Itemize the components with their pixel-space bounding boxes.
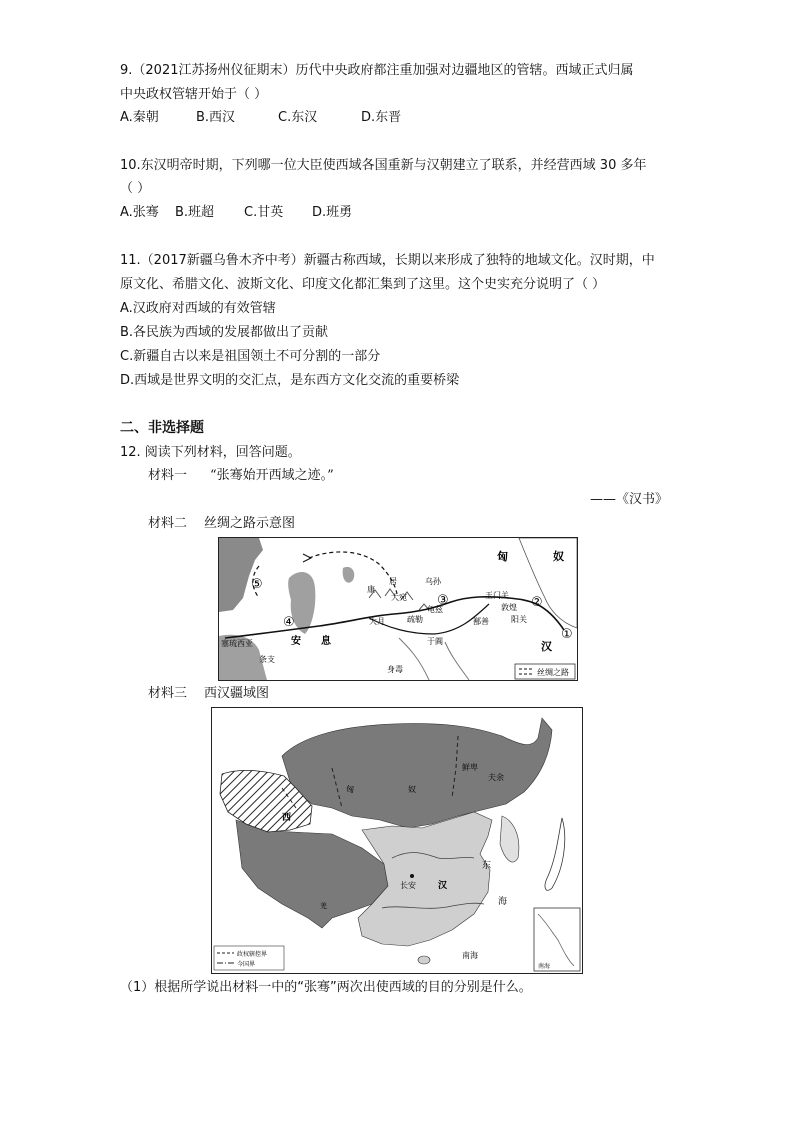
hainan-island — [418, 956, 430, 964]
marker-5: ⑤ — [251, 577, 263, 592]
western-han-map — [211, 707, 583, 974]
q10-option-a: A.张骞 — [120, 205, 159, 220]
q10-option-c: C.甘英 — [244, 205, 284, 220]
river-line — [399, 638, 429, 680]
label-shendu: 身毒 — [387, 665, 403, 674]
material1-source: ——《汉书》 — [590, 492, 669, 507]
label-xiongnu-1: 匈 — [346, 785, 354, 794]
label-dayue: 大月 — [369, 617, 385, 626]
label-han: 汉 — [541, 640, 552, 653]
label-xiyu: 西 — [282, 813, 292, 823]
material3-title: 西汉疆域图 — [204, 686, 270, 701]
q9-option-d: D.东晋 — [361, 110, 402, 125]
marker-2: ② — [531, 595, 543, 610]
label-tiaozhi: 条支 — [259, 655, 275, 664]
label-ju: 居 — [389, 577, 397, 586]
q12-subquestion-1: （1）根据所学说出材料一中的“张骞”两次出使西域的目的分别是什么。 — [120, 980, 532, 995]
marker-1: ① — [561, 627, 573, 642]
label-seleucia: 塞琉西亚 — [221, 639, 253, 648]
section-title: 二、非选择题 — [120, 420, 204, 436]
q9-line2: 中央政权管辖开始于（ ） — [120, 87, 268, 102]
label-xianbei: 鲜卑 — [462, 763, 478, 772]
east-coast-shape — [519, 538, 577, 628]
marker-4: ④ — [283, 615, 295, 630]
label-xiongnu-2: 奴 — [408, 785, 416, 794]
river-line-2 — [445, 642, 469, 680]
marker-3: ③ — [437, 593, 449, 608]
q11-option-b: B.各民族为西域的发展都做出了贡献 — [120, 325, 329, 340]
q10-option-d: D.班勇 — [312, 205, 353, 220]
material1-quote: “张骞始开西域之迹。” — [210, 468, 334, 483]
q9-option-b: B.西汉 — [196, 110, 236, 125]
label-dayuan: 大宛 — [391, 593, 407, 602]
q11-line2: 原文化、希腊文化、波斯文化、印度文化都汇集到了这里。这个史实充分说明了（ ） — [120, 277, 606, 292]
northwest-land-shape — [219, 538, 263, 612]
label-changan: 长安 — [400, 881, 416, 890]
q9-line1: 9.（2021江苏扬州仪征期末）历代中央政府都注重加强对边疆地区的管辖。西域正式归属 — [120, 63, 634, 78]
label-xiongnu-1: 匈 — [497, 550, 508, 563]
q10-line1: 10.东汉明帝时期，下列哪一位大臣使西域各国重新与汉朝建立了联系，并经营西域 30 多年 — [120, 158, 647, 173]
label-yutian: 于阗 — [427, 637, 443, 646]
material3-label: 材料三 — [148, 686, 188, 701]
label-yumenguan: 玉门关 — [485, 591, 509, 600]
silk-road-map — [218, 537, 578, 681]
label-fuyu: 夫余 — [488, 773, 504, 782]
q12-intro: 12. 阅读下列材料，回答问题。 — [120, 445, 301, 460]
label-dong: 东 — [482, 861, 492, 871]
aral-sea-shape — [343, 567, 355, 583]
q11-option-a: A.汉政府对西域的有效管辖 — [120, 301, 276, 316]
korean-peninsula — [500, 816, 519, 862]
legend-label-2: 今国界 — [237, 961, 256, 968]
label-anxi-2: 息 — [321, 636, 331, 647]
label-shanshan: 鄯善 — [473, 617, 489, 626]
label-shule: 疏勒 — [407, 615, 423, 624]
material2-title: 丝绸之路示意图 — [204, 516, 296, 531]
q9-option-a: A.秦朝 — [120, 110, 159, 125]
q9-option-c: C.东汉 — [278, 110, 318, 125]
label-hai: 海 — [498, 897, 508, 907]
legend-label-1: 政权辖控界 — [237, 951, 268, 958]
label-han: 汉 — [438, 881, 448, 891]
changan-dot — [410, 874, 414, 878]
label-nanhai: 南海 — [462, 951, 478, 960]
legend-label: 丝绸之路 — [537, 668, 569, 677]
label-yangguan: 阳关 — [511, 615, 527, 624]
label-anxi-1: 安 — [291, 636, 301, 647]
inset-label: 南海 — [538, 963, 551, 970]
label-qiuci: 龟兹 — [427, 605, 443, 614]
xiongnu-region — [282, 718, 552, 828]
material1-label: 材料一 — [148, 468, 188, 483]
label-kang: 康 — [367, 585, 375, 594]
label-dunhuang: 敦煌 — [501, 603, 517, 612]
q11-line1: 11.（2017新疆乌鲁木齐中考）新疆古称西域，长期以来形成了独特的地域文化。汉时期，中 — [120, 253, 655, 268]
q10-line2: （ ） — [120, 181, 151, 196]
label-xiongnu-2: 奴 — [553, 550, 564, 563]
q11-option-c: C.新疆自古以来是祖国领土不可分割的一部分 — [120, 349, 381, 364]
q11-option-d: D.西域是世界文明的交汇点，是东西方文化交流的重要桥梁 — [120, 373, 460, 388]
label-wusun: 乌孙 — [425, 577, 441, 586]
label-qiang: 羌 — [320, 902, 327, 910]
material2-label: 材料二 — [148, 516, 188, 531]
japan-islands — [545, 818, 565, 890]
q10-option-b: B.班超 — [175, 205, 215, 220]
